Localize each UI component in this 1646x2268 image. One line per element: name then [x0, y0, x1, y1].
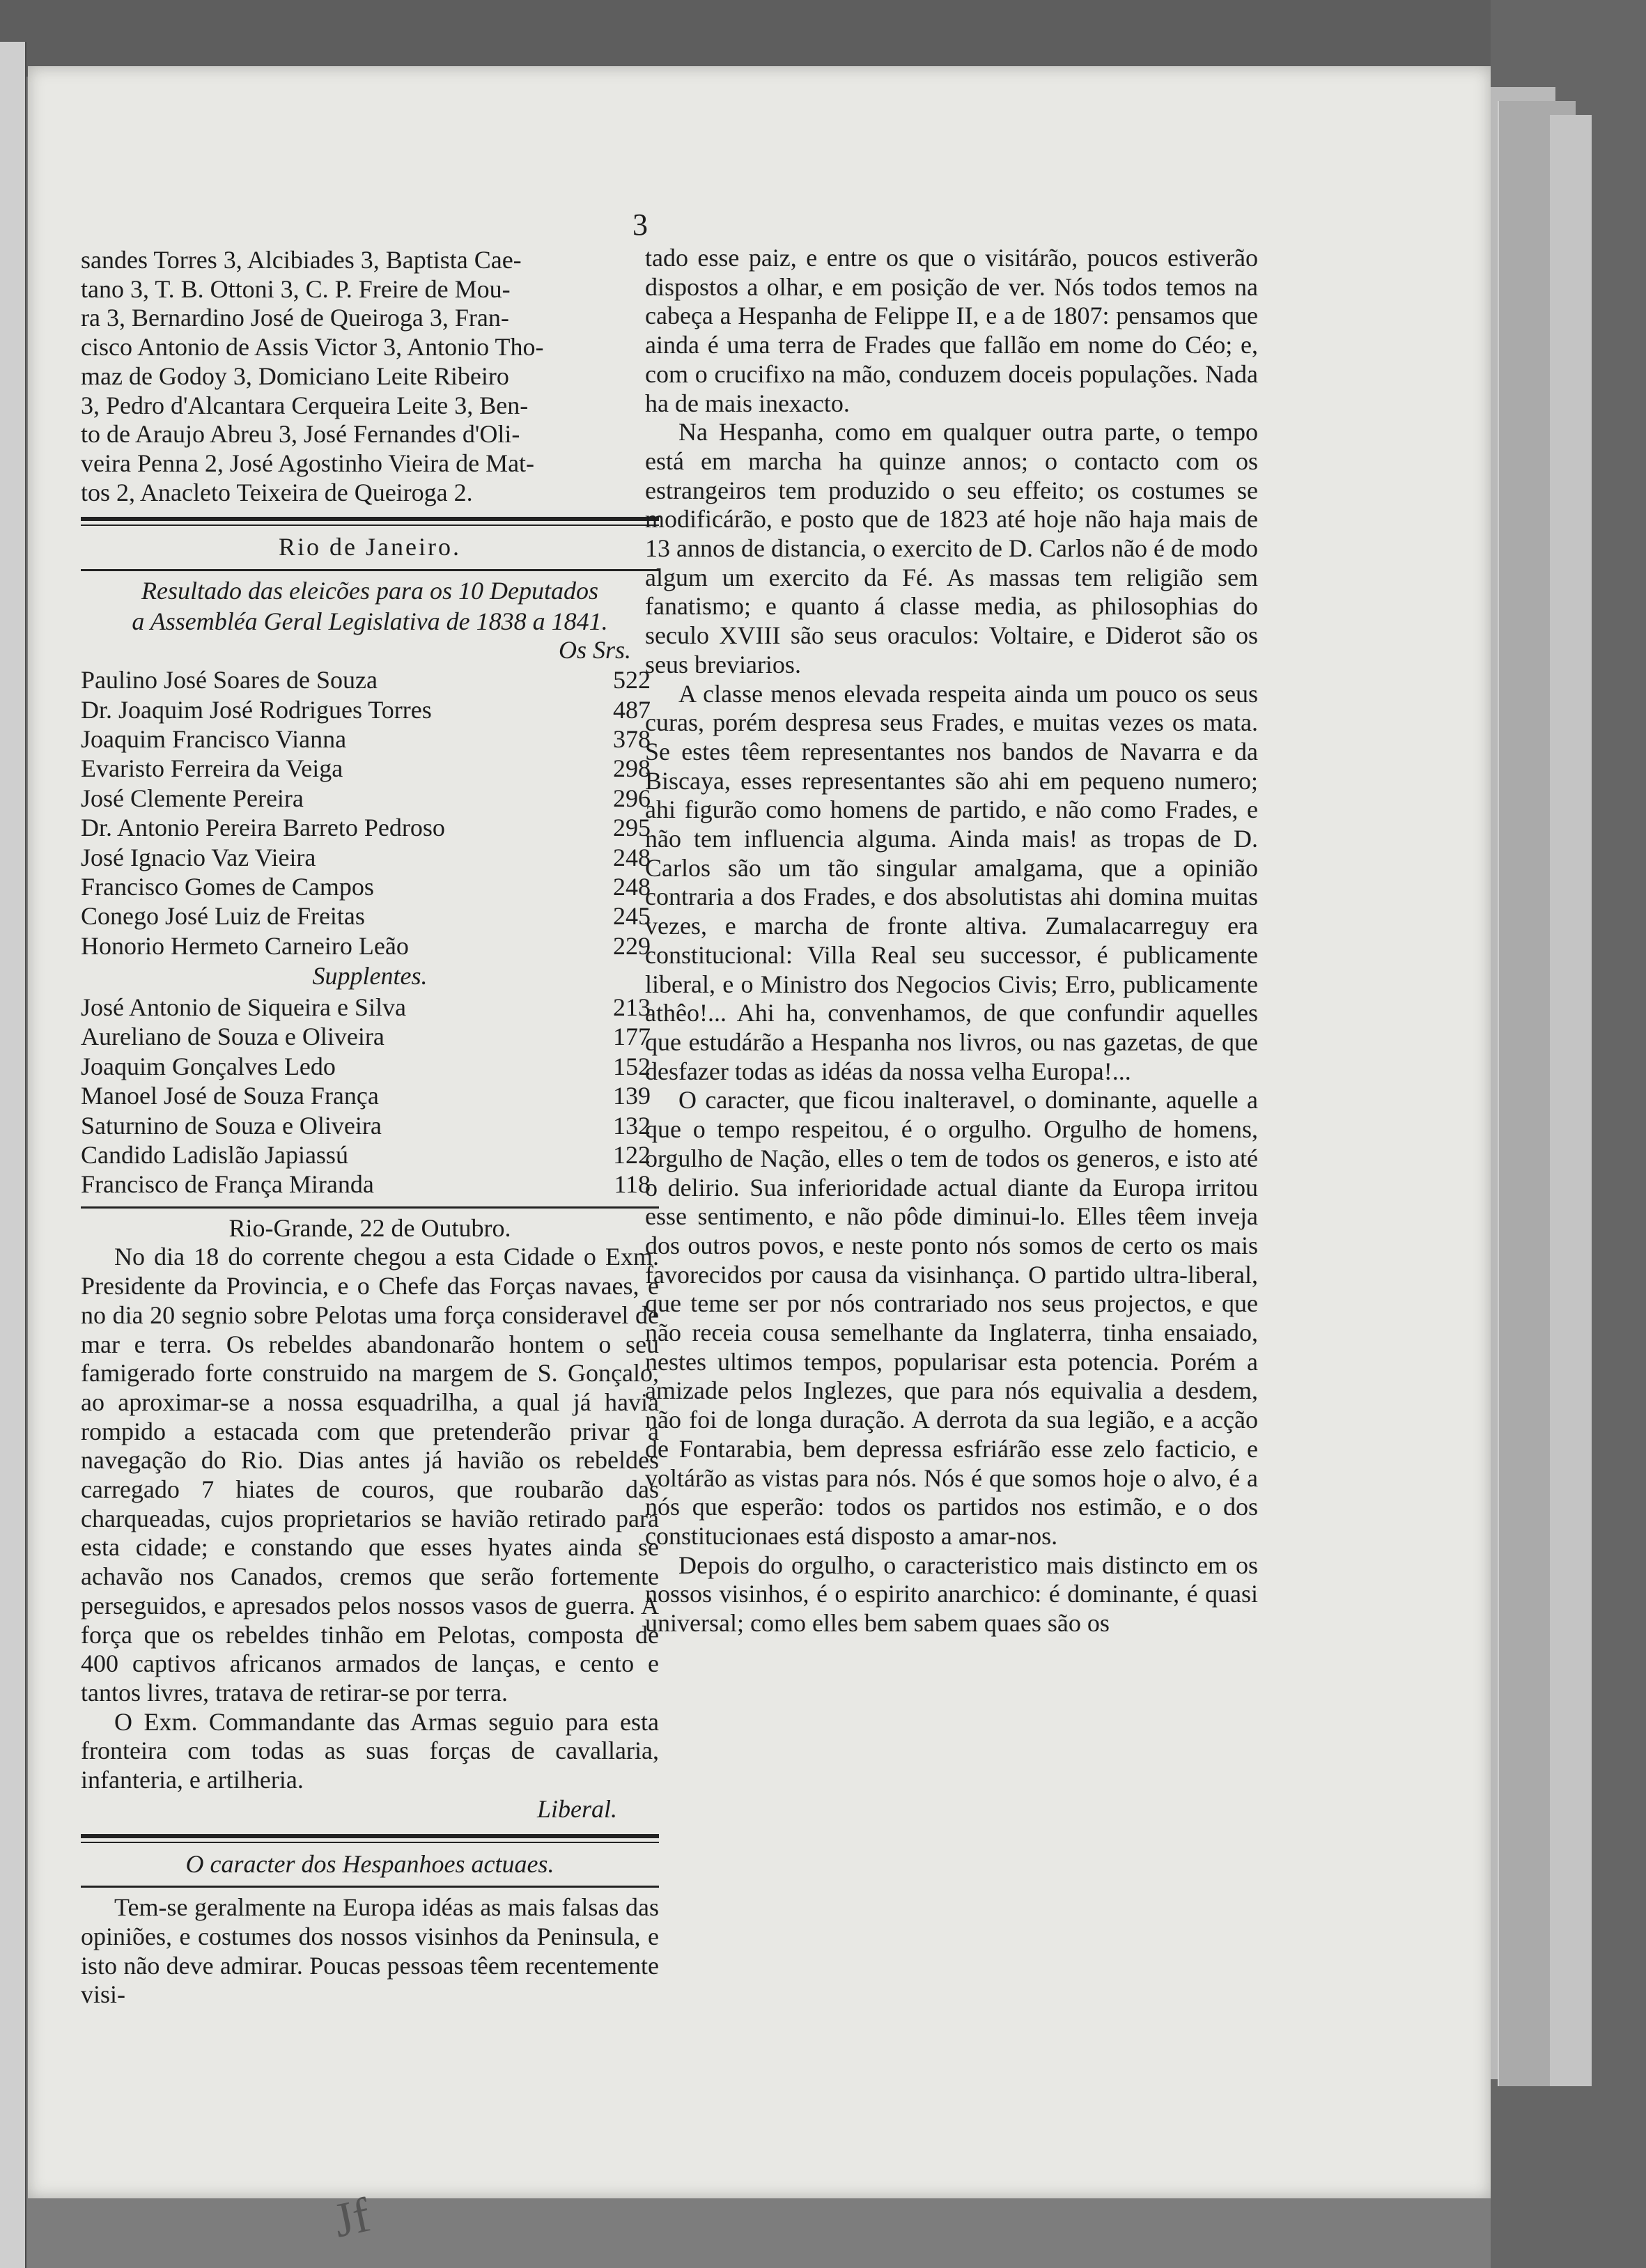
article-paragraph: Na Hespanha, como em qualquer outra parte, o tempo está em marcha ha quinze annos; o contacto com os estrangeiros tem produzido o seu effeito; os costumes se modificárão, e posto que de 1823 até hoje não haja mais de 13 annos de distancia, o exercito de D. Carlos não é de modo algum um exercito da Fé. As massas tem religião sem fanatismo; e quanto á classe media, as philosophias do seculo XVIII são seus oraculos: Voltaire, e Diderot são os seus breviarios. [645, 418, 1258, 678]
supplentes-table [81, 993, 659, 1199]
table-row [81, 695, 659, 724]
deputy-name: Conego José Luiz de Freitas [81, 902, 365, 931]
supplentes-heading: Supplentes. [312, 962, 428, 991]
deputy-name: Evaristo Ferreira da Veiga [81, 754, 343, 783]
text-line: sandes Torres 3, Alcibiades 3, Baptista Cae- [81, 246, 522, 274]
results-caption: Resultado das eleicões para os 10 Deputados [141, 577, 598, 605]
vote-count: 248 [613, 843, 651, 871]
supplente-name: Aureliano de Souza e Oliveira [81, 1023, 385, 1051]
candidate-list-continuation [81, 246, 659, 507]
news-paragraph: No dia 18 do corrente chegou a esta Cidade o Exm. Presidente da Provincia, e o Chefe das Forças navaes, e no dia 20 segnio sobre Pelotas uma força consideravel de mar e terra. Os rebeldes abandonarão hontem o seu famigerado forte construido na margem de S. Gonçalo, ao aproximar-se a nossa esquadrilha, a qual já havia rompido a estacada com que pretenderão privar a navegação do Rio. Dias antes já havião os rebeldes carregado 7 hiates de couros, que roubarão das charqueadas, cujos proprietarios se havião retirado para esta cidade; e constando que esses hyates ainda se achavão nos Canados, cremos que serão fortemente perseguidos, e apresados pelos nossos vasos de guerra. A força que os rebeldes tinhão em Pelotas, composta de 400 captivos africanos armados de lanças, e cento e tantos livres, tratava de retirar-se por terra. [81, 1243, 659, 1707]
article-paragraph: A classe menos elevada respeita ainda um pouco os seus curas, porém despresa seus Frades, e muitas vezes os mata. Se estes têem representantes nos bandos de Navarra e da Biscaya, esses representantes são ahi em pequeno numero; ahi figurão como homens de partido, e não como Frades, e não tem influencia alguma. Ainda mais! as tropas de D. Carlos são um tão singular amalgama, que a opinião contraria a dos Frades, e dos absolutistas ahi domina muitas vezes, e marcha de fronte altiva. Zumalacarreguy era constitucional: Villa Real seu successor, é publicamente liberal, e o Ministro dos Negocios Civis; Erro, publicamente athêo!... Ahi ha, convenhamos, de que confundir aquelles que estudárão a Hespanha nos livros, ou nas gazetas, de que desfazer todas as idéas da nossa velha Europa!... [645, 679, 1258, 1085]
binding-edge [0, 42, 26, 2268]
table-row [81, 1081, 659, 1110]
newspaper-page [28, 66, 1491, 2248]
text-line: ra 3, Bernardino José de Queiroga 3, Fran- [81, 304, 509, 332]
scanner-background-top [0, 0, 1646, 77]
deputy-name: Dr. Antonio Pereira Barreto Pedroso [81, 814, 445, 842]
deputy-name: José Ignacio Vaz Vieira [81, 843, 316, 871]
supplente-name: Manoel José de Souza França [81, 1082, 379, 1110]
article-paragraph: Depois do orgulho, o caracteristico mais distincto em os nossos visinhos, é o espirito anarchico: é dominante, é quasi universal; como elles bem sabem quaes são os [645, 1551, 1258, 1638]
table-row [81, 993, 659, 1022]
text-line: to de Araujo Abreu 3, José Fernandes d'Oli- [81, 420, 520, 449]
vote-count: 522 [613, 666, 651, 694]
article-paragraph: O caracter, que ficou inalteravel, o dominante, aquelle a que o tempo respeitou, é o orgulho. Orgulho de homens, orgulho de Nação, elles o tem de todos os generos, e isto até o delirio. Sua inferioridade actual diante da Europa irritou esse sentimento, e não pôde diminui-lo. Elles têem inveja dos outros povos, e neste ponto nós somos de certo os mais favorecidos por causa da visinhança. O partido ultra-liberal, que teme ser por nós contrariado nos seus projectos, e que não receia cousa semelhante da Inglaterra, tinha ensaiado, nestes ultimos tempos, popularisar esta potencia. Porém a amizade pelos Inglezes, que para nós equivalia a desdem, não foi de longa duração. A derrota da sua legião, e a acção de Fontarabia, bem depressa esfriárão esse zelo facticio, e voltárão as vistas para nós. Nós é que somos hoje o alvo, é a nós que esperão: todos os partidos nos estimão, e o dos constitucionaes está disposto a amar-nos. [645, 1086, 1258, 1550]
text-line: tos 2, Anacleto Teixeira de Queiroga 2. [81, 478, 473, 506]
deputy-name: Honorio Hermeto Carneiro Leão [81, 931, 409, 960]
deputy-name: Francisco Gomes de Campos [81, 872, 374, 901]
section-divider [81, 1886, 659, 1888]
vote-count: 298 [613, 754, 651, 783]
text-line: maz de Godoy 3, Domiciano Leite Ribeiro [81, 362, 509, 390]
section-divider [81, 1834, 659, 1843]
vote-count: 248 [613, 872, 651, 901]
vote-count: 213 [613, 993, 651, 1021]
table-row [81, 1170, 659, 1199]
text-line: 3, Pedro d'Alcantara Cerqueira Leite 3, Ben- [81, 391, 529, 419]
vote-count: 487 [613, 695, 651, 724]
article-paragraph: tado esse paiz, e entre os que o visitárão, poucos estiverão dispostos a olhar, e em posição de ver. Nós todos temos na cabeça a Hespanha de Felippe II, e a de 1807: pensamos que ainda é uma terra de Frades que fallão em nome do Céo; e, com o crucifixo na mão, conduzem doceis populações. Nada ha de mais inexacto. [645, 244, 1258, 417]
results-srs: Os Srs. [558, 636, 631, 665]
table-row [81, 872, 659, 901]
table-row [81, 1022, 659, 1051]
left-column [81, 246, 659, 2010]
text-line: veira Penna 2, José Agostinho Vieira de Mat- [81, 449, 535, 477]
table-row [81, 724, 659, 754]
signature: Liberal. [536, 1794, 617, 1823]
section-divider [81, 1206, 659, 1209]
page-number: 3 [632, 208, 648, 242]
vote-count: 245 [613, 902, 651, 931]
table-row [81, 813, 659, 842]
pencil-mark: Jf [329, 2188, 375, 2248]
deputy-name: José Clemente Pereira [81, 784, 304, 812]
section-heading: Rio de Janeiro. [279, 533, 461, 561]
vote-count: 152 [613, 1052, 651, 1080]
article-title: O caracter dos Hespanhoes actuaes. [185, 1849, 554, 1878]
page-stack-edge [1550, 115, 1592, 2086]
article-paragraph: Tem-se geralmente na Europa idéas as mais falsas das opiniões, e costumes dos nossos visinhos da Peninsula, e isto não deve admirar. Poucas pessoas têem recentemente visi- [81, 1893, 659, 2009]
text-line: cisco Antonio de Assis Victor 3, Antonio Tho- [81, 333, 544, 362]
vote-count: 296 [613, 784, 651, 812]
table-row [81, 1111, 659, 1140]
supplente-name: Saturnino de Souza e Oliveira [81, 1111, 382, 1140]
vote-count: 229 [613, 931, 651, 960]
news-paragraph: O Exm. Commandante das Armas seguio para esta fronteira com todas as suas forças de cavallaria, infanteria, e artilheria. [81, 1707, 659, 1794]
right-column [645, 244, 1258, 1638]
table-row [81, 754, 659, 783]
supplente-name: Joaquim Gonçalves Ledo [81, 1052, 336, 1080]
dateline: Rio-Grande, 22 de Outubro. [228, 1213, 511, 1242]
deputy-name: Joaquim Francisco Vianna [81, 724, 347, 753]
vote-count: 122 [613, 1140, 651, 1169]
vote-count: 177 [613, 1023, 651, 1051]
table-row [81, 931, 659, 961]
deputy-name: Dr. Joaquim José Rodrigues Torres [81, 695, 432, 724]
results-caption: a Assembléa Geral Legislativa de 1838 a 1841. [132, 607, 608, 635]
table-row [81, 665, 659, 694]
vote-count: 295 [613, 814, 651, 842]
table-row [81, 784, 659, 813]
table-row [81, 1140, 659, 1170]
section-divider [81, 569, 659, 571]
vote-count: 132 [613, 1111, 651, 1140]
table-row [81, 843, 659, 872]
supplente-name: Francisco de França Miranda [81, 1170, 374, 1199]
table-row [81, 1052, 659, 1081]
deputy-name: Paulino José Soares de Souza [81, 666, 378, 694]
vote-count: 378 [613, 724, 651, 753]
vote-count: 139 [613, 1082, 651, 1110]
table-row [81, 901, 659, 931]
text-line: tano 3, T. B. Ottoni 3, C. P. Freire de Mou- [81, 274, 511, 303]
vote-count: 118 [614, 1170, 651, 1199]
results-table [81, 665, 659, 961]
supplente-name: José Antonio de Siqueira e Silva [81, 993, 406, 1021]
supplente-name: Candido Ladislão Japiassú [81, 1140, 348, 1169]
section-divider [81, 517, 659, 526]
